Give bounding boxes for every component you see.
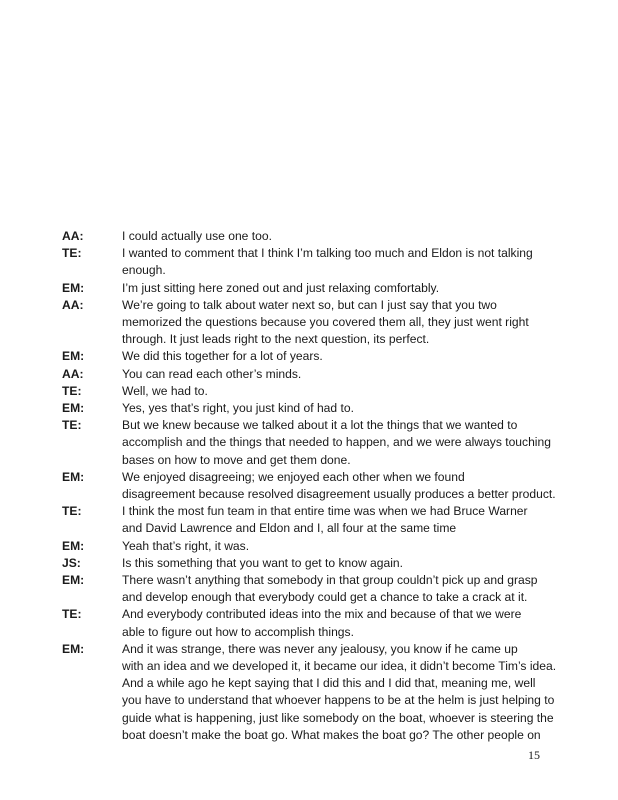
utterance-text: There wasn’t anything that somebody in that group couldn’t pick up and grasp and develop enough that everybody could get a chance to take a crack at it. <box>122 573 538 605</box>
utterance-text: You can read each other’s minds. <box>122 366 302 381</box>
speaker-label: JS: <box>62 555 81 570</box>
utterance-text: Yeah that’s right, it was. <box>122 538 250 553</box>
speaker-label: EM: <box>62 349 85 364</box>
utterance-text: I’m just sitting here zoned out and just relaxing comfortably. <box>122 280 440 295</box>
utterance-text: We did this together for a lot of years. <box>122 349 323 364</box>
transcript-entry <box>62 348 562 365</box>
speaker-label: TE: <box>62 607 82 622</box>
speaker-label: EM: <box>62 280 85 295</box>
transcript-entry <box>62 366 562 383</box>
speaker-label: TE: <box>62 504 82 519</box>
utterance-text: Yes, yes that’s right, you just kind of had to. <box>122 401 354 416</box>
speaker-label: AA: <box>62 297 84 312</box>
speaker-label: TE: <box>62 418 82 433</box>
transcript-entry <box>62 280 562 297</box>
transcript-entry <box>62 641 562 744</box>
transcript-entry <box>62 297 562 349</box>
speaker-label: EM: <box>62 641 85 656</box>
transcript-entry <box>62 469 562 503</box>
transcript-entry <box>62 228 562 245</box>
speaker-label: AA: <box>62 229 84 243</box>
page-number: 15 <box>528 748 540 762</box>
utterance-text: I think the most fun team in that entire time was when we had Bruce Warner and David Lawrence and Eldon and I, all four at the same time <box>122 504 528 536</box>
utterance-text: We enjoyed disagreeing; we enjoyed each other when we found disagreement because resolved disagreement usually produces a better product. <box>122 469 556 502</box>
speaker-label: TE: <box>62 246 82 261</box>
speaker-label: EM: <box>62 538 85 553</box>
transcript-entry <box>62 606 562 640</box>
utterance-text: Well, we had to. <box>122 383 208 398</box>
speaker-label: EM: <box>62 469 85 484</box>
speaker-label: TE: <box>62 383 82 398</box>
transcript-entry <box>62 503 562 537</box>
transcript <box>62 228 562 744</box>
utterance-text: We’re going to talk about water next so, but can I just say that you two memorized the questions because you covered them all, they just went right through. It just leads right to the next question, its perfect. <box>122 297 529 347</box>
speaker-label: AA: <box>62 366 84 381</box>
transcript-entry <box>62 417 562 469</box>
transcript-entry <box>62 245 562 279</box>
transcript-entry <box>62 555 562 572</box>
utterance-text: And everybody contributed ideas into the mix and because of that we were able to figure out how to accomplish things. <box>122 607 522 639</box>
utterance-text: I could actually use one too. <box>122 229 272 243</box>
utterance-text: I wanted to comment that I think I’m talking too much and Eldon is not talking enough. <box>122 246 533 278</box>
speaker-label: EM: <box>62 401 85 416</box>
utterance-text: But we knew because we talked about it a lot the things that we wanted to accomplish and the things that needed to happen, and we were always touching bases on how to move and get them done. <box>122 418 551 467</box>
utterance-text: Is this something that you want to get to know again. <box>122 555 404 570</box>
transcript-entry <box>62 538 562 555</box>
transcript-entry <box>62 383 562 400</box>
speaker-label: EM: <box>62 573 85 588</box>
transcript-entry <box>62 400 562 417</box>
transcript-entry <box>62 572 562 606</box>
utterance-text: And it was strange, there was never any jealousy, you know if he came up with an idea and we developed it, it became our idea, it didn’t become Tim’s idea. And a while ago he kept saying that I did this and I did that, meaning me, well you have to understand that whoever happens to be at the helm is just helping to guide what is happening, just like somebody on the boat, whoever is steering the boat doesn’t make the boat go. What makes the boat go? The other people on <box>122 641 557 742</box>
